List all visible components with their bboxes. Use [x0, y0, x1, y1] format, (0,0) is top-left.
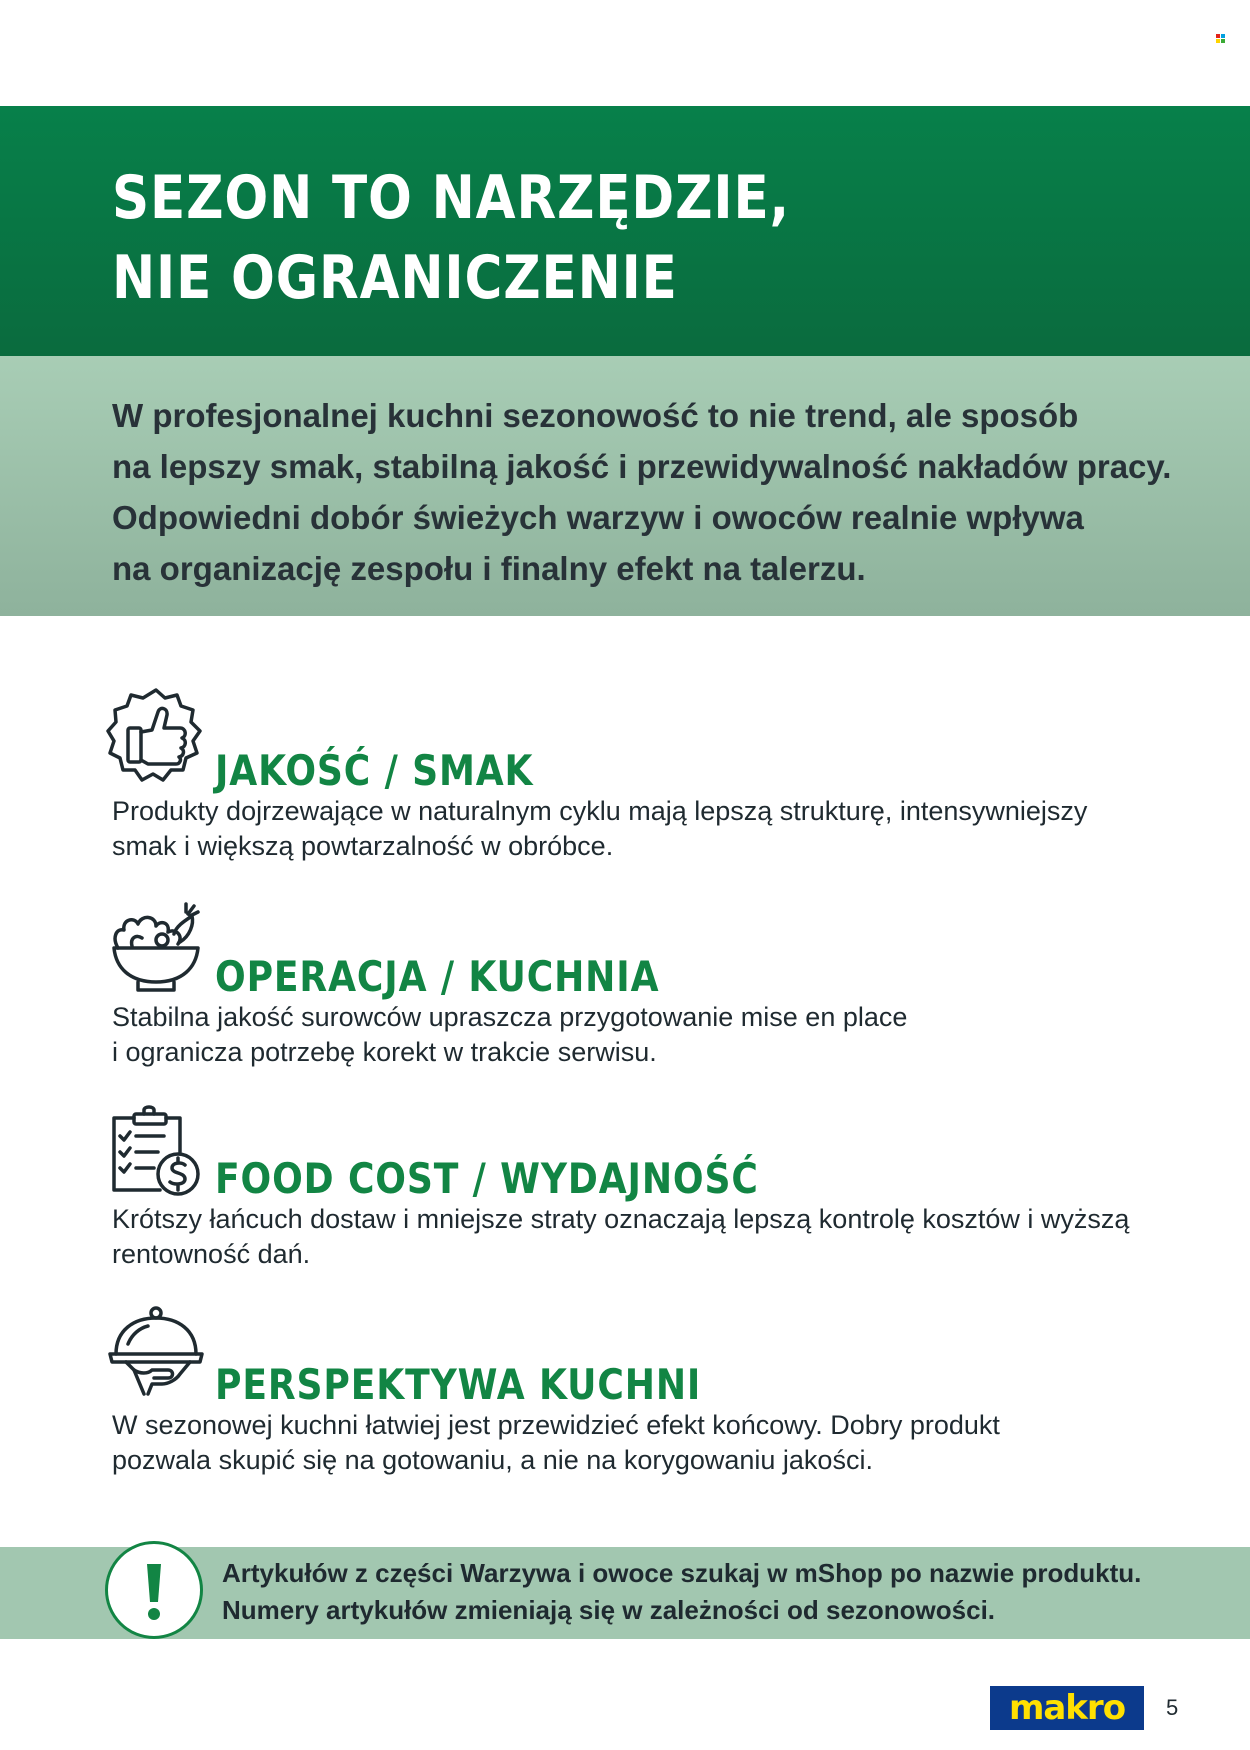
section-body-line: i ogranicza potrzebę korekt w trakcie serwisu.: [112, 1037, 657, 1067]
section-body-line: Stabilna jakość surowców upraszcza przygotowanie mise en place: [112, 1002, 908, 1032]
serving-cloche-icon: [104, 1304, 208, 1408]
clipboard-dollar-icon: [104, 1102, 208, 1206]
intro-text: [112, 390, 1192, 594]
makro-logo: [990, 1686, 1144, 1730]
info-text-part: Artykułów z części: [222, 1558, 461, 1588]
intro-line: na lepszy smak, stabilną jakość i przewidywalność nakładów pracy.: [112, 448, 1172, 485]
page-title-line-1: SEZON TO NARZĘDZIE,: [112, 163, 791, 233]
intro-line: W profesjonalnej kuchni sezonowość to nie trend, ale sposób: [112, 397, 1079, 434]
section-title: PERSPEKTYWA KUCHNI: [215, 1360, 702, 1409]
info-line-1: [222, 1558, 1141, 1588]
corner-color-mark: [1216, 34, 1225, 43]
info-category-name: Warzywa i owoce: [460, 1558, 674, 1588]
makro-logo-text: makro: [1008, 1688, 1126, 1728]
vegetable-bowl-icon: [104, 898, 208, 1002]
page-number: 5: [1166, 1695, 1179, 1720]
page-title-line-2: NIE OGRANICZENIE: [112, 243, 678, 313]
section-title: JAKOŚĆ / SMAK: [215, 746, 534, 795]
section-body-line: Produkty dojrzewające w naturalnym cyklu mają lepszą strukturę, intensywniejszy: [112, 796, 1088, 826]
intro-band: [0, 356, 1250, 616]
info-line-2: Numery artykułów zmieniają się w zależności od sezonowości.: [222, 1595, 996, 1625]
page-title: [112, 158, 790, 318]
section-body: [112, 1000, 1192, 1070]
section-body-line: Krótszy łańcuch dostaw i mniejsze straty oznaczają lepszą kontrolę kosztów i wyższą: [112, 1204, 1130, 1234]
header-band: [0, 106, 1250, 356]
section-body: [112, 794, 1192, 864]
exclamation-icon: [105, 1541, 203, 1639]
section-title: OPERACJA / KUCHNIA: [215, 952, 660, 1001]
intro-line: Odpowiedni dobór świeżych warzyw i owoców realnie wpływa: [112, 499, 1084, 536]
section-title: FOOD COST / WYDAJNOŚĆ: [215, 1154, 759, 1203]
thumbs-up-badge-icon: [104, 686, 208, 790]
section-body-line: W sezonowej kuchni łatwiej jest przewidzieć efekt końcowy. Dobry produkt: [112, 1410, 1000, 1440]
section-body-line: pozwala skupić się na gotowaniu, a nie na korygowaniu jakości.: [112, 1445, 873, 1475]
section-body: [112, 1202, 1192, 1272]
info-text-part: szukaj w mShop po nazwie produktu.: [673, 1558, 1142, 1588]
intro-line: na organizację zespołu i finalny efekt na talerzu.: [112, 550, 866, 587]
section-body-line: smak i większą powtarzalność w obróbce.: [112, 831, 614, 861]
info-text: [222, 1555, 1141, 1629]
section-body: [112, 1408, 1192, 1478]
section-body-line: rentowność dań.: [112, 1239, 311, 1269]
